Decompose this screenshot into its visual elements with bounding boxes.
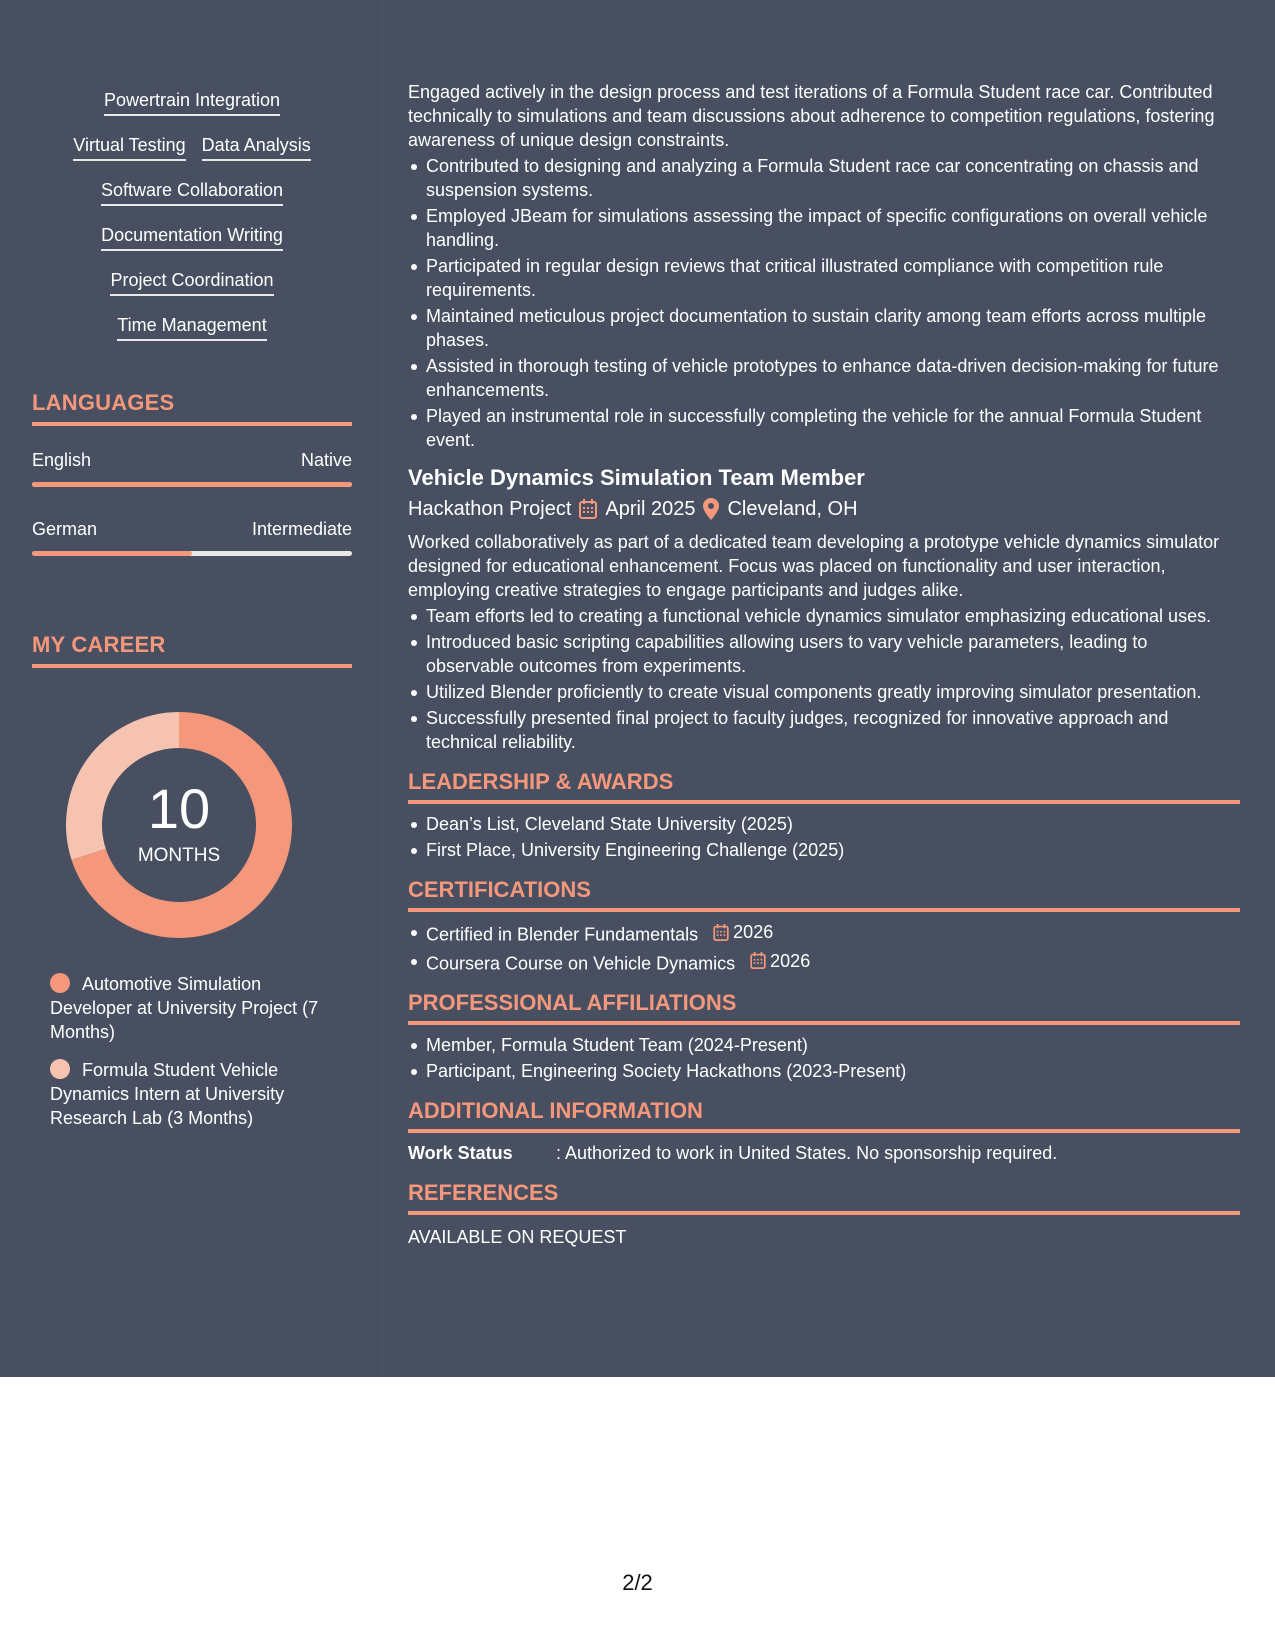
list-item — [408, 949, 1240, 976]
sidebar — [0, 0, 383, 1377]
skill-tag: Software Collaboration — [101, 176, 283, 206]
experience-bullets — [408, 154, 1240, 452]
certification-date — [713, 920, 773, 944]
certification-name: Certified in Blender Fundamentals — [426, 924, 699, 945]
languages-heading: LANGUAGES — [32, 390, 352, 426]
list-item: Successfully presented final project to faculty judges, recognized for innovative approach and technical reliability. — [408, 706, 1240, 754]
affiliations-list — [408, 1033, 1240, 1083]
leadership-list — [408, 812, 1240, 862]
language-bar — [32, 482, 352, 487]
work-status-label: Work Status — [408, 1143, 513, 1163]
job-summary: Worked collaboratively as part of a dedicated team developing a prototype vehicle dynamics simulator designed for educational enhancement. Focus was placed on functionality and user interaction, employing creative strategies to engage participants and judges alike. — [408, 532, 1220, 600]
language-bar-fill — [32, 482, 352, 487]
list-item: Member, Formula Student Team (2024-Present) — [408, 1033, 1240, 1057]
leadership-heading: LEADERSHIP & AWARDS — [408, 768, 1240, 804]
skills-row — [32, 176, 352, 221]
list-item: First Place, University Engineering Challenge (2025) — [408, 838, 1240, 862]
language-item — [32, 448, 352, 487]
job-date: April 2025 — [605, 498, 696, 520]
language-bar-fill — [32, 551, 192, 556]
list-item: Maintained meticulous project documentation to sustain clarity among team efforts across multiple phases. — [408, 304, 1240, 352]
skill-tag: Documentation Writing — [101, 221, 283, 251]
skills-row — [32, 86, 352, 131]
language-level: Intermediate — [251, 519, 352, 539]
legend-dot-icon — [50, 1059, 70, 1079]
job-bullets — [408, 604, 1240, 754]
certification-year: 2026 — [733, 922, 774, 942]
list-item: Participated in regular design reviews that critical illustrated compliance with competition rule requirements. — [408, 254, 1240, 302]
language-level: Native — [300, 450, 352, 470]
career-heading: MY CAREER — [32, 632, 352, 668]
skill-tag: Data Analysis — [202, 131, 311, 161]
references-text: AVAILABLE ON REQUEST — [408, 1227, 627, 1247]
affiliations-heading: PROFESSIONAL AFFILIATIONS — [408, 989, 1240, 1025]
skill-tag: Time Management — [117, 311, 266, 341]
language-name: English — [32, 450, 92, 470]
location-pin-icon — [703, 498, 719, 520]
work-status-row — [408, 1141, 1240, 1165]
list-item: Introduced basic scripting capabilities allowing users to vary vehicle parameters, leading to observable outcomes from experiments. — [408, 630, 1240, 678]
language-name: German — [32, 519, 98, 539]
career-legend-label: Automotive Simulation Developer at University Project (7 Months) — [50, 974, 319, 1042]
additional-info-heading: ADDITIONAL INFORMATION — [408, 1097, 1240, 1133]
career-legend-item — [50, 1058, 340, 1130]
list-item: Employed JBeam for simulations assessing the impact of specific configurations on overall vehicle handling. — [408, 204, 1240, 252]
certifications-list — [408, 920, 1240, 975]
list-item: Assisted in thorough testing of vehicle prototypes to enhance data-driven decision-making for future enhancements. — [408, 354, 1240, 402]
job-meta — [408, 494, 1240, 524]
skills-row — [32, 266, 352, 311]
calendar-icon — [579, 499, 597, 519]
skill-tag: Powertrain Integration — [104, 86, 280, 116]
calendar-icon — [713, 924, 729, 941]
career-total: 10 — [147, 777, 211, 840]
list-item: Participant, Engineering Society Hackathons (2023-Present) — [408, 1059, 1240, 1083]
skill-tag: Project Coordination — [110, 266, 273, 296]
certification-date — [750, 949, 810, 973]
career-legend-item — [50, 972, 340, 1044]
list-item: Utilized Blender proficiently to create visual components greatly improving simulator presentation. — [408, 680, 1240, 704]
language-bar — [32, 551, 352, 556]
certification-year: 2026 — [770, 950, 811, 971]
experience-summary: Engaged actively in the design process and test iterations of a Formula Student race car. Contributed technically to simulations and team discussions about adherence to competition regulations, fostering awareness of unique design constraints. — [408, 82, 1215, 150]
job-location: Cleveland, OH — [727, 498, 858, 520]
job-title: Vehicle Dynamics Simulation Team Member — [408, 465, 865, 490]
page-number: 2/2 — [622, 1570, 653, 1595]
main-content — [408, 80, 1240, 1249]
calendar-icon — [750, 952, 766, 969]
work-status-value: : Authorized to work in United States. No sponsorship required. — [556, 1143, 1058, 1163]
list-item — [408, 920, 1240, 947]
list-item: Contributed to designing and analyzing a Formula Student race car concentrating on chassis and suspension systems. — [408, 154, 1240, 202]
skills-row — [32, 131, 352, 176]
skills-list — [32, 86, 352, 356]
career-legend-label: Formula Student Vehicle Dynamics Intern at University Research Lab (3 Months) — [50, 1060, 285, 1128]
references-heading: REFERENCES — [408, 1179, 1240, 1215]
skill-tag: Virtual Testing — [73, 131, 185, 161]
legend-dot-icon — [50, 973, 70, 993]
list-item: Team efforts led to creating a functional vehicle dynamics simulator emphasizing educational uses. — [408, 604, 1240, 628]
language-item — [32, 517, 352, 556]
job-company: Hackathon Project — [408, 498, 572, 520]
certifications-heading: CERTIFICATIONS — [408, 876, 1240, 912]
certification-name: Coursera Course on Vehicle Dynamics — [426, 953, 736, 973]
list-item: Played an instrumental role in successfully completing the vehicle for the annual Formula Student event. — [408, 404, 1240, 452]
list-item: Dean’s List, Cleveland State University (2025) — [408, 812, 1240, 836]
career-unit: MONTHS — [137, 845, 221, 866]
skills-row — [32, 311, 352, 356]
career-donut-chart — [64, 710, 294, 940]
skills-row — [32, 221, 352, 266]
